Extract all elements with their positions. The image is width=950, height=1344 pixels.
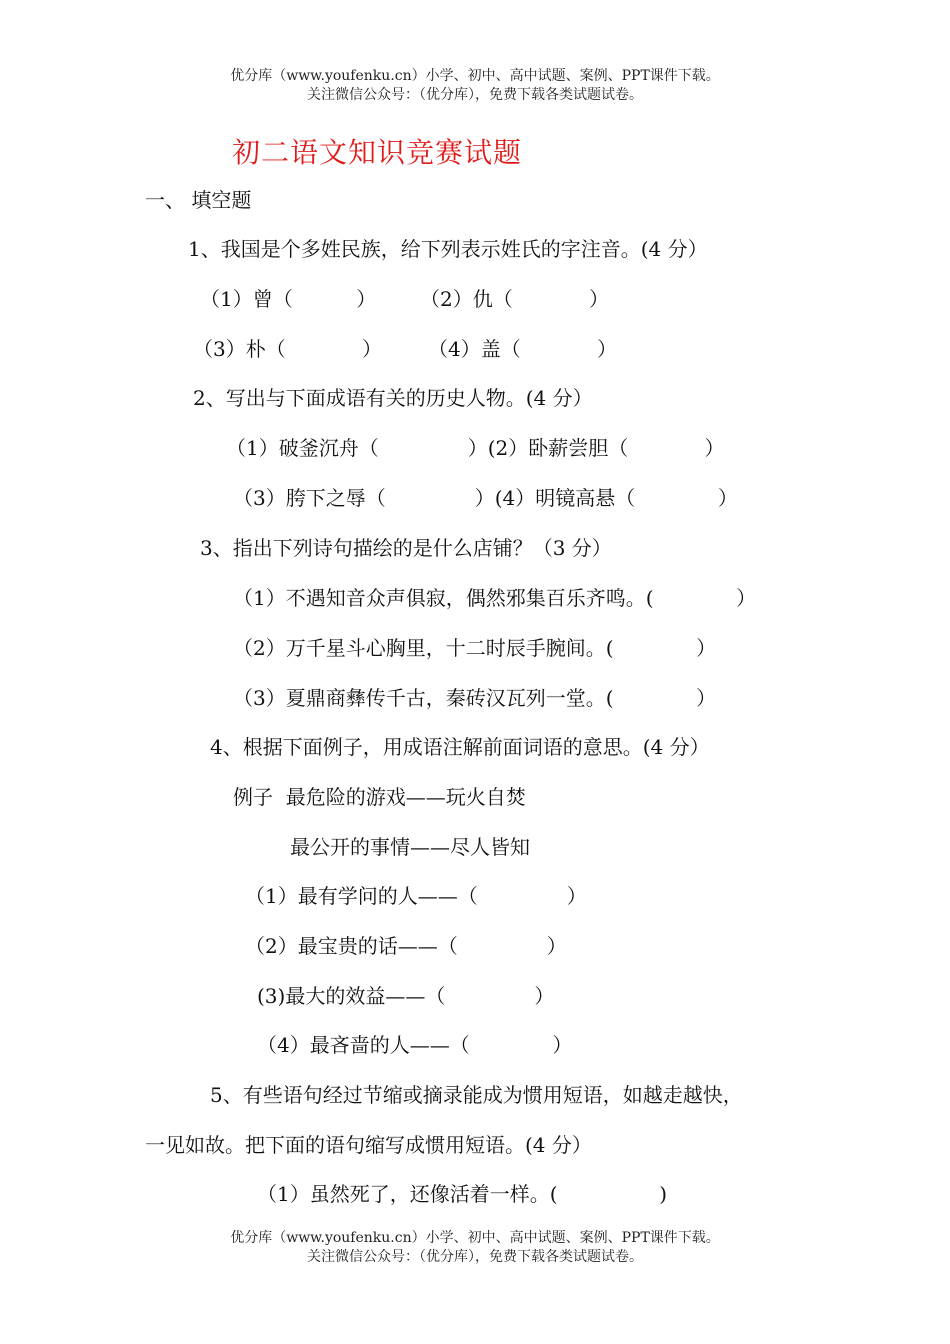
q4-item-2: （2）最宝贵的话——（ ） [245, 934, 567, 958]
q4-item-1: （1）最有学问的人——（ ） [245, 884, 587, 908]
q1-item-2: （2）仇（ ） [420, 287, 610, 311]
page-title: 初二语文知识竞赛试题 [232, 136, 523, 169]
footer-line-1: 优分库（www.youfenku.cn）小学、初中、高中试题、案例、PPT课件下载。 [230, 1230, 720, 1246]
q2-row-2: （3）胯下之辱（ ）(4）明镜高悬（ ） [233, 486, 738, 510]
q3-item-3: （3）夏鼎商彝传千古，秦砖汉瓦列一堂。( ） [233, 686, 717, 710]
header-line-1: 优分库（www.youfenku.cn）小学、初中、高中试题、案例、PPT课件下载。 [230, 68, 720, 84]
q5-stem-line-1: 5、有些语句经过节缩或摘录能成为惯用短语，如越走越快， [210, 1083, 743, 1107]
q2-stem: 2、写出与下面成语有关的历史人物。(4 分） [193, 386, 593, 410]
header-line-2: 关注微信公众号：（优分库），免费下载各类试题试卷。 [307, 87, 643, 103]
q4-example-2: 最公开的事情——尽人皆知 [290, 835, 530, 859]
q2-row-1: （1）破釜沉舟（ ）(2）卧薪尝胆（ ） [226, 436, 725, 460]
section-heading: 一、 填空题 [145, 188, 252, 212]
q3-item-2: （2）万千星斗心胸里，十二时辰手腕间。( ） [233, 636, 717, 660]
q1-item-3: （3）朴（ ） [193, 337, 383, 361]
q5-stem-line-2: 一见如故。把下面的语句缩写成惯用短语。(4 分） [145, 1133, 592, 1157]
q1-stem: 1、我国是个多姓民族，给下列表示姓氏的字注音。(4 分） [188, 237, 708, 261]
q4-stem: 4、根据下面例子，用成语注解前面词语的意思。(4 分） [210, 735, 710, 759]
q4-example-1: 例子 最危险的游戏——玩火自焚 [233, 785, 526, 809]
q4-item-3: (3)最大的效益——（ ） [257, 984, 555, 1008]
q5-item-1: （1）虽然死了，还像活着一样。( ) [257, 1182, 668, 1206]
footer-line-2: 关注微信公众号：（优分库），免费下载各类试题试卷。 [307, 1249, 643, 1265]
q3-stem: 3、指出下列诗句描绘的是什么店铺？（3 分） [200, 536, 612, 560]
q1-item-1: （1）曾（ ） [200, 287, 377, 311]
q1-item-4: （4）盖（ ） [428, 337, 618, 361]
q3-item-1: （1）不遇知音众声俱寂，偶然邪集百乐齐鸣。( ） [233, 586, 757, 610]
q4-item-4: （4）最吝啬的人——（ ） [257, 1033, 573, 1057]
